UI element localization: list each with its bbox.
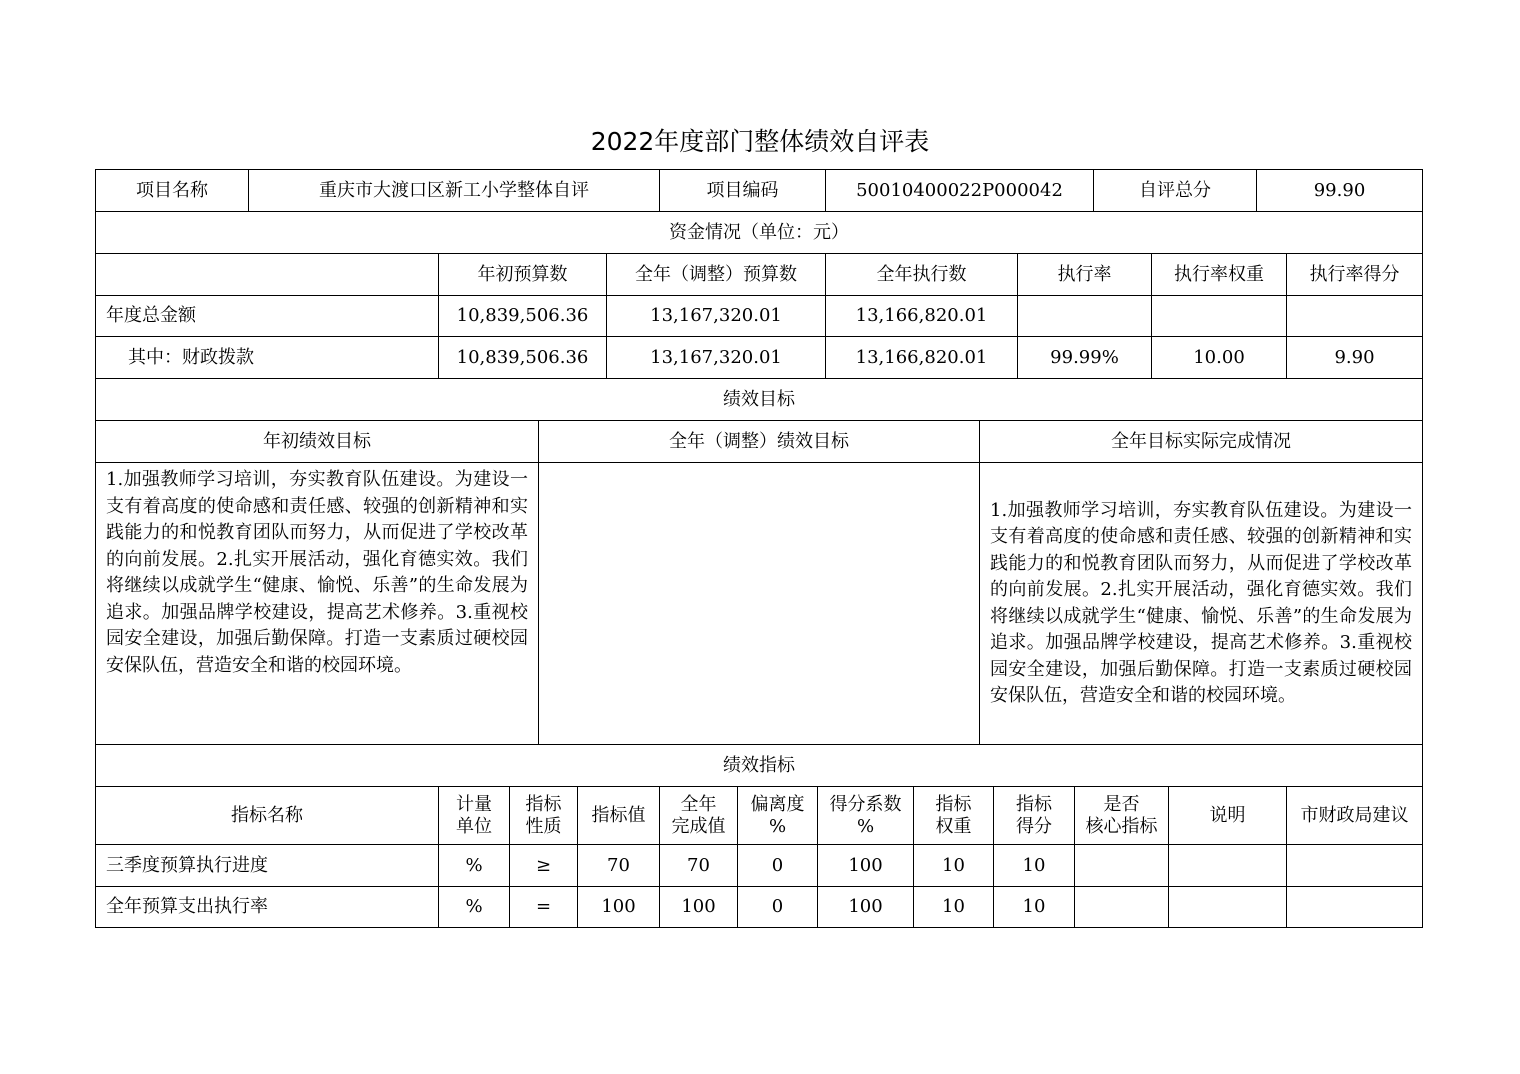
funds-column-header: 全年执行数 (825, 253, 1018, 296)
indicator-cell (1168, 844, 1287, 887)
indicator-column-header: 指标 性质 (509, 786, 578, 845)
indicator-column-header: 全年 完成值 (659, 786, 738, 845)
funds-header-blank (95, 253, 439, 296)
funds-cell: 13,167,320.01 (606, 295, 826, 337)
indicator-cell: 0 (737, 886, 818, 928)
info-score: 99.90 (1256, 169, 1423, 212)
indicator-cell: 70 (577, 844, 660, 887)
indicator-column-header: 是否 核心指标 (1074, 786, 1169, 845)
indicator-cell (1286, 844, 1423, 887)
indicator-cell: % (438, 844, 510, 887)
indicator-cell: 10 (913, 886, 994, 928)
page-title: 2022年度部门整体绩效自评表 (590, 127, 930, 156)
goals-section-header: 绩效目标 (95, 378, 1423, 421)
funds-column-header: 年初预算数 (438, 253, 607, 296)
funds-cell: 9.90 (1286, 336, 1423, 379)
indicator-cell: ≥ (509, 844, 578, 887)
funds-cell: 10.00 (1151, 336, 1287, 379)
indicator-cell: 100 (659, 886, 738, 928)
indicator-name: 三季度预算执行进度 (95, 844, 439, 887)
funds-column-header: 全年（调整）预算数 (606, 253, 826, 296)
funds-row-label: 其中：财政拨款 (95, 336, 439, 379)
indicator-column-header: 说明 (1168, 786, 1287, 845)
indicator-cell: 0 (737, 844, 818, 887)
info-name: 重庆市大渡口区新工小学整体自评 (248, 169, 660, 212)
indicator-cell (1074, 844, 1169, 887)
indicator-name: 全年预算支出执行率 (95, 886, 439, 928)
indicator-column-header: 得分系数 % (817, 786, 914, 845)
indicator-column-header: 市财政局建议 (1286, 786, 1423, 845)
indicator-column-header: 偏离度 % (737, 786, 818, 845)
indicator-column-header: 指标 得分 (993, 786, 1075, 845)
info-code: 50010400022P000042 (825, 169, 1094, 212)
initial-goal-text: 1.加强教师学习培训，夯实教育队伍建设。为建设一支有着高度的使命感和责任感、较强的创新精神和实践能力的和悦教育团队而努力，从而促进了学校改革的向前发展。2.扎实开展活动，强化育德实效。我们将继续以成就学生“健康、愉悦、乐善”的生命发展为追求。加强品牌学校建设，提高艺术修养。3.重视校园安全建设，加强后勤保障。打造一支素质过硬校园安保队伍，营造安全和谐的校园环境。 (95, 462, 539, 745)
indicator-cell (1074, 886, 1169, 928)
funds-cell: 99.99% (1017, 336, 1152, 379)
goals-column-header: 年初绩效目标 (95, 420, 539, 463)
indicator-cell: 100 (817, 886, 914, 928)
indicator-cell (1286, 886, 1423, 928)
indicator-cell: 70 (659, 844, 738, 887)
indicator-cell: = (509, 886, 578, 928)
funds-cell (1151, 295, 1287, 337)
funds-column-header: 执行率 (1017, 253, 1152, 296)
indicator-cell: 100 (577, 886, 660, 928)
funds-column-header: 执行率得分 (1286, 253, 1423, 296)
funds-section-header: 资金情况（单位：元） (95, 211, 1423, 254)
indicator-column-header: 指标 权重 (913, 786, 994, 845)
indicator-cell (1168, 886, 1287, 928)
funds-cell: 13,166,820.01 (825, 336, 1018, 379)
funds-cell: 10,839,506.36 (438, 295, 607, 337)
indicator-column-header: 计量 单位 (438, 786, 510, 845)
adjusted-goal-text (538, 462, 980, 745)
actual-completion-text: 1.加强教师学习培训，夯实教育队伍建设。为建设一支有着高度的使命感和责任感、较强的创新精神和实践能力的和悦教育团队而努力，从而促进了学校改革的向前发展。2.扎实开展活动，强化育德实效。我们将继续以成就学生“健康、愉悦、乐善”的生命发展为追求。加强品牌学校建设，提高艺术修养。3.重视校园安全建设，加强后勤保障。打造一支素质过硬校园安保队伍，营造安全和谐的校园环境。 (979, 462, 1423, 745)
funds-cell (1017, 295, 1152, 337)
goals-column-header: 全年目标实际完成情况 (979, 420, 1423, 463)
funds-cell: 10,839,506.36 (438, 336, 607, 379)
funds-cell (1286, 295, 1423, 337)
indicator-cell: 10 (913, 844, 994, 887)
indicator-cell: 10 (993, 844, 1075, 887)
info-score-label: 自评总分 (1093, 169, 1257, 212)
indicator-column-header: 指标名称 (95, 786, 439, 845)
indicator-column-header: 指标值 (577, 786, 660, 845)
funds-column-header: 执行率权重 (1151, 253, 1287, 296)
info-name-label: 项目名称 (95, 169, 249, 212)
indicator-cell: 100 (817, 844, 914, 887)
indicator-cell: 10 (993, 886, 1075, 928)
funds-cell: 13,167,320.01 (606, 336, 826, 379)
info-code-label: 项目编码 (659, 169, 826, 212)
funds-cell: 13,166,820.01 (825, 295, 1018, 337)
goals-column-header: 全年（调整）绩效目标 (538, 420, 980, 463)
indicators-section-header: 绩效指标 (95, 744, 1423, 787)
indicator-cell: % (438, 886, 510, 928)
funds-row-label: 年度总金额 (95, 295, 439, 337)
